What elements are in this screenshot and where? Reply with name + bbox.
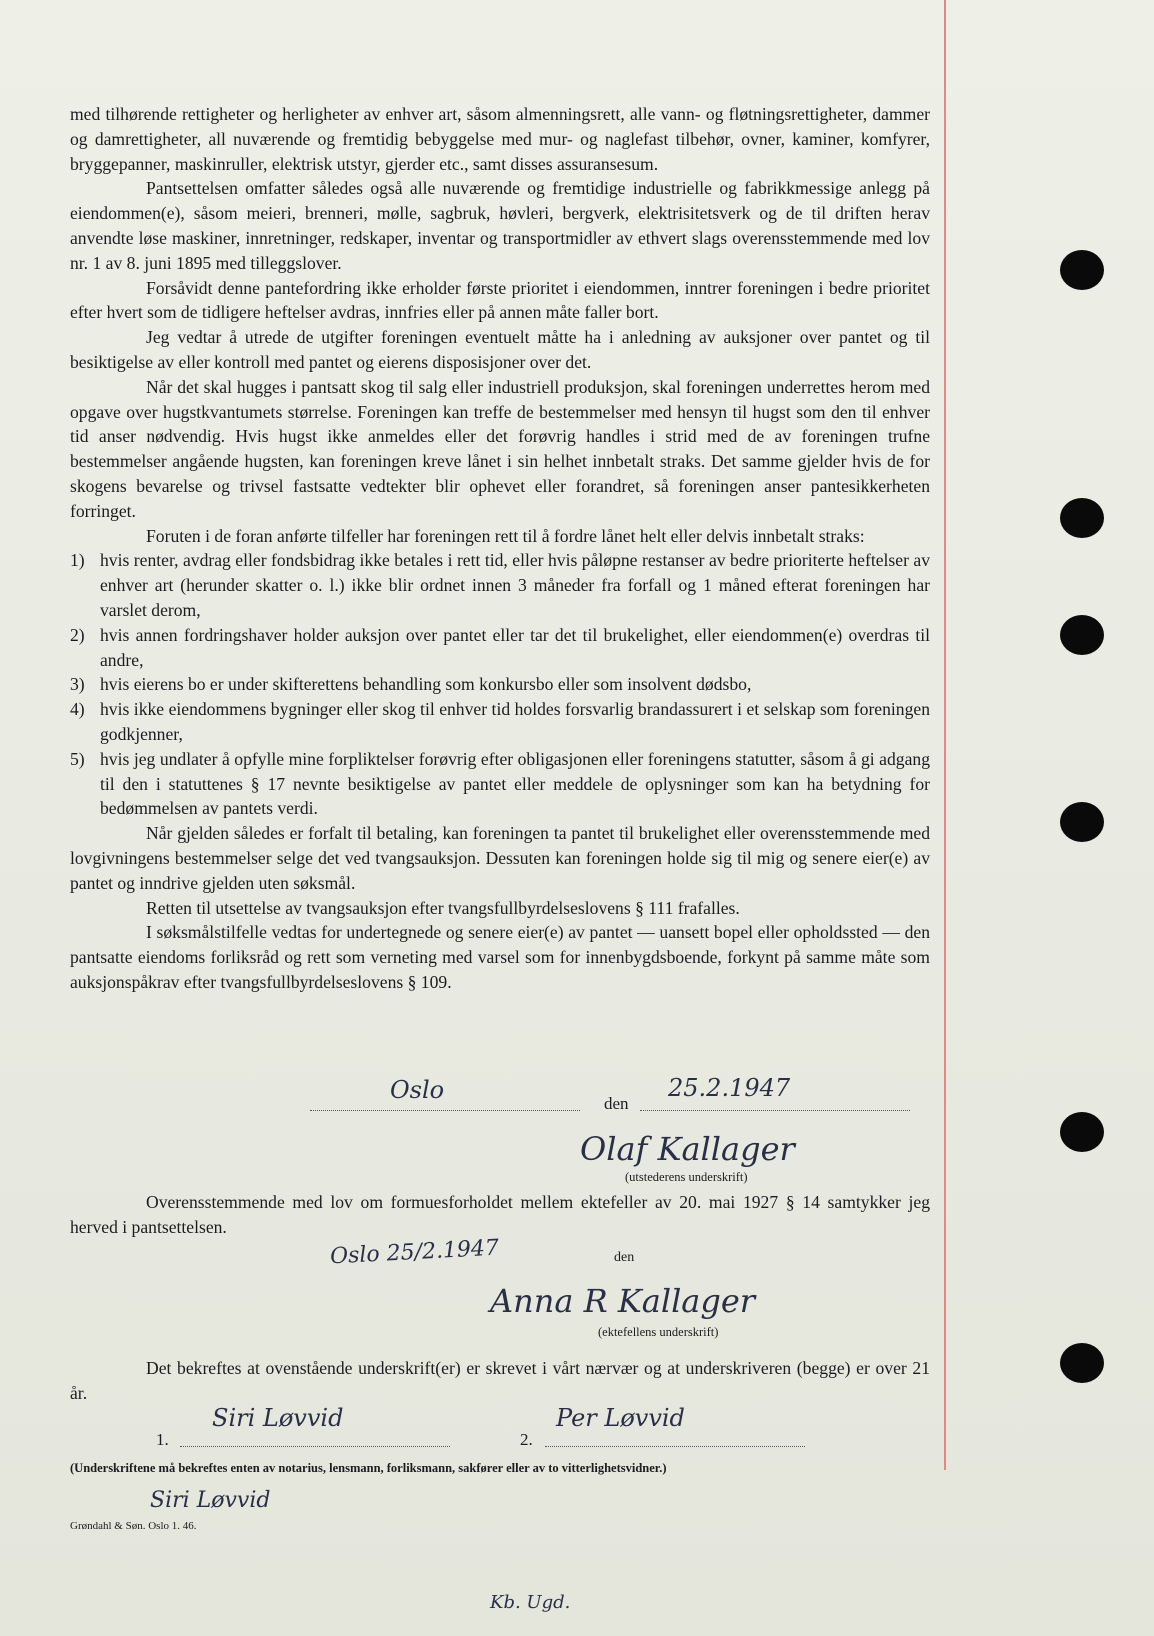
issuer-signature: Olaf Kallager xyxy=(580,1130,795,1168)
list-number: 4) xyxy=(70,699,85,720)
binder-hole xyxy=(1060,250,1104,290)
paragraph: I søksmålstilfelle vedtas for undertegnede og senere eier(e) av pantet — uansett bopel eller opholdssted — den pantsatte eiendoms forliksråd og rett som verneting med varsel som for innenbygdsboende, forkynt på samme måte som auksjonspåkrav efter tvangsfullbyrdelseslovens § 109. xyxy=(70,922,930,992)
extra-signature: Siri Løvvid xyxy=(150,1488,271,1513)
list-number: 2) xyxy=(70,624,85,645)
signature-date: 25.2.1947 xyxy=(668,1074,791,1102)
witness-2-line xyxy=(545,1446,805,1447)
den-label: den xyxy=(604,1094,629,1113)
paragraph: Forsåvidt denne pantefordring ikke erholder første prioritet i eiendommen, inntrer foreningen i bedre prioritet efter hvert som de tidligere heftelser avdras, innfries eller på annen måte faller bort. xyxy=(70,277,930,323)
paragraph: Når gjelden således er forfalt til betaling, kan foreningen ta pantet til brukelighet eller overensstemmende med lovgivningens bestemmelser selge det ved tvangsauksjon. Dessuten kan foreningen holde sig til mig og senere eier(e) av pantet og inndrive gjelden uten søksmål. xyxy=(70,823,930,893)
margin-line xyxy=(944,0,946,1470)
paragraph: Jeg vedtar å utrede de utgifter foreningen eventuelt måtte ha i anledning av auksjoner over pantet og til besiktigelse av eller kontroll med pantet og eierens disposisjoner over det. xyxy=(70,327,930,372)
consent-paragraph: Overensstemmende med lov om formuesforholdet mellem ektefeller av 20. mai 1927 § 14 samtykker jeg herved i pantsettelsen. xyxy=(70,1192,930,1237)
list-number: 3) xyxy=(70,674,85,695)
binder-hole xyxy=(1060,1112,1104,1152)
list-text: hvis renter, avdrag eller fondsbidrag ikke betales i rett tid, eller hvis påløpne restanser av bedre prioriterte heftelser av enhver art (herunder skatter o. l.) ikke blir ordnet innen 3 måneder fra forfall og 1 måned efterat foreningen har varslet derom, xyxy=(100,550,930,620)
list-item xyxy=(70,623,930,673)
witness-1-number: 1. xyxy=(156,1430,169,1449)
binder-hole xyxy=(1060,615,1104,655)
witness-1-line xyxy=(180,1446,450,1447)
list-text: hvis annen fordringshaver holder auksjon over pantet eller tar det til brukelighet, eller eiendommen(e) overdras til andre, xyxy=(100,624,930,670)
witness-2-signature: Per Løvvid xyxy=(556,1404,685,1432)
signature-date-line xyxy=(640,1110,910,1111)
witness-1-signature: Siri Løvvid xyxy=(212,1404,344,1432)
list-item xyxy=(70,548,930,622)
bottom-note: Kb. Ugd. xyxy=(490,1592,571,1613)
witness-paragraph: Det bekreftes at ovenstående underskrift(er) er skrevet i vårt nærvær og at underskriveren (begge) er over 21 år. xyxy=(70,1358,930,1403)
list-item xyxy=(70,747,930,821)
witness-note: (Underskriftene må bekreftes enten av notarius, lensmann, forliksmann, sakfører eller av to vitterlighetsvidner.) xyxy=(70,1461,667,1475)
binder-hole xyxy=(1060,802,1104,842)
document-body xyxy=(70,102,930,995)
paragraph: med tilhørende rettigheter og herligheter av enhver art, såsom almenningsrett, alle vann- og fløtningsrettigheter, dammer og damrettigheter, all nuværende og fremtidig bebyggelse med mur- og naglefast tilbehør, ovner, kaminer, komfyrer, bryggepanner, maskinruller, elektrisk utstyr, gjerder etc., samt disses assuransesum. xyxy=(70,104,930,174)
signature-place: Oslo xyxy=(390,1076,445,1104)
list-number: 1) xyxy=(70,550,85,571)
list-number: 5) xyxy=(70,748,85,769)
list-text: hvis ikke eiendommens bygninger eller skog til enhver tid holdes forsvarlig brandassurert i et selskap som foreningen godkjenner, xyxy=(100,699,930,744)
list-item xyxy=(70,697,930,747)
paragraph: Retten til utsettelse av tvangsauksjon efter tvangsfullbyrdelseslovens § 111 frafalles. xyxy=(146,897,740,918)
signature-place-line xyxy=(310,1110,580,1111)
list-item xyxy=(70,672,930,697)
witness-2-number: 2. xyxy=(520,1430,533,1449)
list-text: hvis eierens bo er under skifterettens behandling som konkursbo eller som insolvent dødsbo, xyxy=(100,674,752,695)
spouse-signature: Anna R Kallager xyxy=(490,1282,756,1320)
printer-imprint: Grøndahl & Søn. Oslo 1. 46. xyxy=(70,1520,197,1532)
spouse-signature-caption: (ektefellens underskrift) xyxy=(598,1325,719,1339)
den-label-2: den xyxy=(614,1250,635,1265)
spouse-place-date: Oslo 25/2.1947 xyxy=(329,1235,500,1270)
paragraph: Når det skal hugges i pantsatt skog til salg eller industriell produksjon, skal foreningen underrettes herom med opgave over hugstkvantumets størrelse. Foreningen kan treffe de bestemmelser med hensyn til hugst som den til enhver tid anser nødvendig. Hvis hugst ikke anmeldes eller det forøvrig handles i strid med de av foreningen trufne bestemmelser angående hugsten, kan foreningen kreve lånet i sin helhet innbetalt straks. Det samme gjelder hvis de for skogens bevarelse og trivsel fastsatte vedtekter blir ophevet eller forandret, så foreningen anser pantesikkerheten forringet. xyxy=(70,376,930,521)
binder-hole xyxy=(1060,1343,1104,1383)
binder-hole xyxy=(1060,498,1104,538)
paragraph: Foruten i de foran anførte tilfeller har foreningen rett til å fordre lånet helt eller delvis innbetalt straks: xyxy=(146,525,865,546)
issuer-signature-caption: (utstederens underskrift) xyxy=(625,1170,748,1184)
list-text: hvis jeg undlater å opfylle mine forpliktelser forøvrig efter obligasjonen eller foreningens statutter, såsom å gi adgang til den i statuttenes § 17 nevnte besiktigelse av pantet eller meddele de oplysninger som kan ha betydning for bedømmelsen av pantets verdi. xyxy=(100,748,930,819)
paragraph: Pantsettelsen omfatter således også alle nuværende og fremtidige industrielle og fabrikkmessige anlegg på eiendommen(e), såsom meieri, brenneri, mølle, sagbruk, høvleri, bergverk, elektrisitetsverk og de til driften herav anvendte løse maskiner, innretninger, redskaper, inventar og transportmidler av ethvert slags overensstemmende med lov nr. 1 av 8. juni 1895 med tilleggslover. xyxy=(70,178,930,273)
